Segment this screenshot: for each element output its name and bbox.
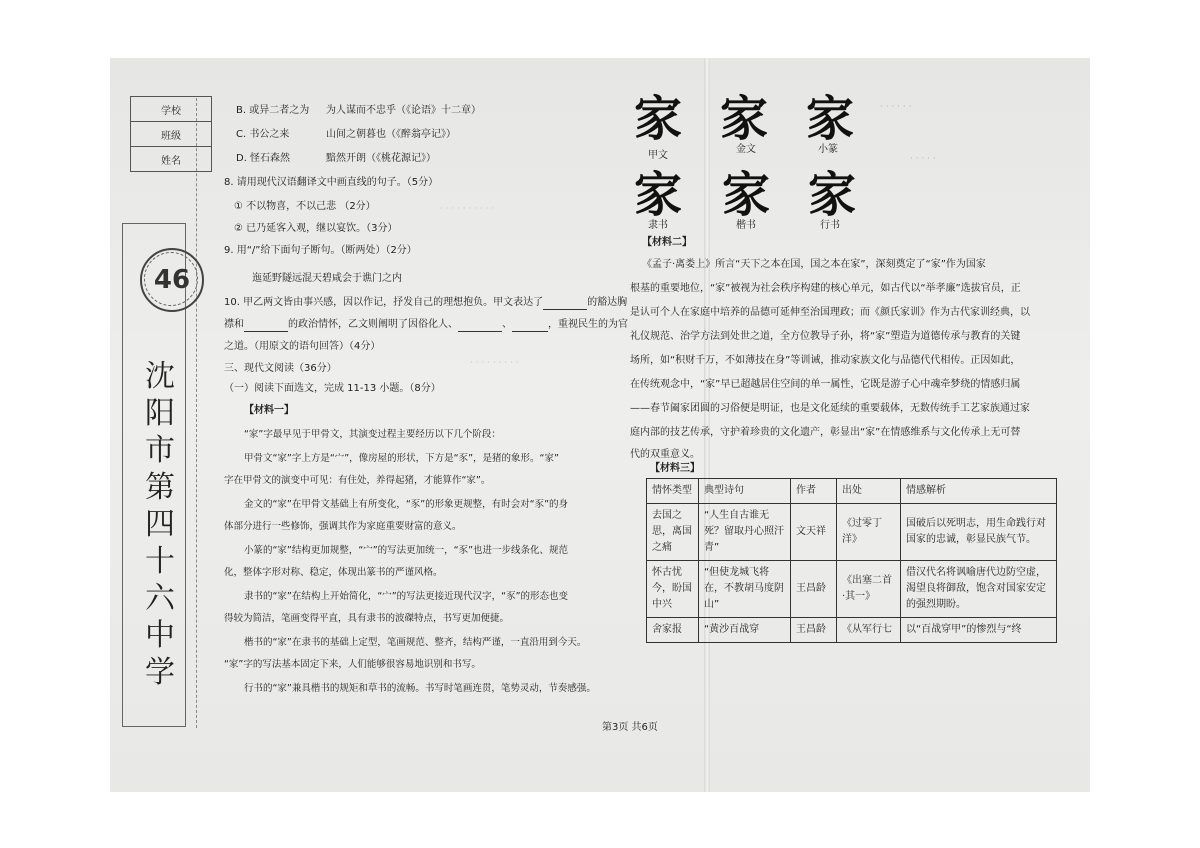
option-d-text: 黯然开朗（《桃花源记》） (326, 153, 436, 164)
table-cell: 怀古忧今，盼国中兴 (647, 561, 699, 618)
question-8-part-2: ② 已乃延客入观，继以宴饮。（3分） (234, 223, 398, 234)
m2-line: 在传统观念中，“家”早已超越居住空间的单一属性，它既是游子心中魂牵梦绕的情感归属 (630, 379, 1021, 390)
glyph-regular: 家 (722, 167, 771, 223)
option-b-text: 为人谋而不忠乎（《论语》十二章） (326, 105, 481, 116)
school-seal-logo: 46 (140, 248, 204, 312)
name-field: 姓名 (161, 155, 181, 167)
q10-text-e: 、 (502, 319, 512, 330)
q10-text-b: 的豁达胸 (587, 297, 628, 308)
section-3-heading: 三、现代文阅读（36分） (224, 363, 337, 374)
student-info-box (130, 96, 212, 172)
table-row (647, 618, 1057, 643)
label-clerical: 隶书 (648, 220, 668, 231)
bleed-through-text: · · · · · · (880, 102, 912, 112)
table-cell: 王昌龄 (791, 561, 837, 618)
table-cell: 王昌龄 (791, 618, 837, 643)
answer-blank-4[interactable] (512, 321, 548, 332)
m2-line: 庭内部的技艺传承，守护着珍贵的文化遗产，彰显出“家”在情感维系与文化传承上无可替 (630, 427, 1021, 438)
option-c-label: C. 书公之来 (236, 129, 290, 140)
question-9-sentence: 迤延野隧远混天碧咸会于谯门之内 (252, 273, 402, 284)
school-name-vertical: 沈阳市第四十六中学 (145, 359, 175, 690)
table-cell: 文天祥 (791, 504, 837, 561)
table-header-row (647, 479, 1057, 504)
material-2-title: 【材料二】 (642, 237, 692, 248)
glyph-clerical: 家 (634, 167, 683, 223)
m2-line: 代的双重意义。 (630, 449, 700, 460)
poetry-table (646, 478, 1057, 643)
material-3-title: 【材料三】 (650, 463, 700, 474)
option-d-label: D. 怪石森然 (236, 153, 291, 164)
m2-line: 礼仪规范、治学方法到处世之道，全方位教导子孙，将“家”塑造为道德传承与教育的关键 (630, 331, 1021, 342)
question-10-line-3: 之道。（用原文的语句回答）（4分） (224, 341, 381, 352)
glyph-oracle-bone: 家 (634, 91, 683, 147)
label-small-seal: 小篆 (818, 144, 838, 155)
m1-paragraph-7: 行书的“家”兼具楷书的规矩和草书的流畅。书写时笔画连贯，笔势灵动，节奏感强。 (244, 683, 596, 694)
answer-blank-2[interactable] (244, 321, 288, 332)
option-b-label: B. 或异二者之为 (236, 105, 310, 116)
header-cell: 典型诗句 (699, 479, 791, 504)
q10-text-f: ，重视民生的为官 (548, 319, 628, 330)
m1-paragraph-3a: 金文的“家”在甲骨文基础上有所变化，“豕”的形象更规整，有时会对“豕”的身 (244, 499, 569, 510)
school-field: 学校 (131, 97, 211, 122)
m1-paragraph-3b: 体部分进行一些修饰，强调其作为家庭重要财富的意义。 (224, 521, 462, 532)
q10-text-c: 襟和 (224, 319, 244, 330)
question-10-line-2 (224, 318, 628, 332)
label-regular: 楷书 (736, 220, 756, 231)
table-cell: 《从军行七 (837, 618, 901, 643)
m2-line: 是认可个人在家庭中培养的品德可延伸至治国理政；而《颜氏家训》作为古代家训经典，以 (630, 307, 1030, 318)
label-oracle-bone: 甲文 (648, 150, 668, 161)
material-1-title: 【材料一】 (244, 405, 294, 416)
m1-paragraph-2a: 甲骨文“家”字上方是“宀”，像房屋的形状，下方是“豕”，是猪的象形。“家” (244, 453, 559, 464)
header-cell: 情感解析 (901, 479, 1057, 504)
header-cell: 出处 (837, 479, 901, 504)
m1-paragraph-5a: 隶书的“家”在结构上开始简化，“宀”的写法更接近现代汉字，“豕”的形态也变 (244, 591, 569, 602)
binding-cut-line (196, 98, 197, 728)
option-c-text: 山间之朝暮也（《醉翁亭记》） (326, 129, 456, 140)
table-cell: 《出塞二首·其一》 (837, 561, 901, 618)
question-8: 8. 请用现代汉语翻译文中画直线的句子。（5分） (224, 177, 439, 188)
m1-paragraph-5b: 得较为简洁，笔画变得平直，具有隶书的波磔特点，书写更加便捷。 (224, 613, 510, 624)
m2-line: 《孟子·离娄上》所言“天下之本在国，国之本在家”，深刻奠定了“家”作为国家 (642, 259, 986, 270)
m2-line: 场所，如“积财千万，不如薄技在身”等训诫，推动家族文化与品德代代相传。正因如此， (630, 355, 1021, 366)
label-running: 行书 (820, 220, 840, 231)
m2-line: ——春节阖家团圆的习俗便是明证，也是文化延续的重要载体，无数传统手工艺家族通过家 (630, 403, 1030, 414)
q10-text-d: 的政治情怀，乙文则阐明了因俗化人、 (288, 319, 458, 330)
glyph-running: 家 (808, 167, 857, 223)
table-row (647, 504, 1057, 561)
bleed-through-text: · · · · · · · · · · (440, 204, 495, 214)
answer-blank-3[interactable] (458, 321, 502, 332)
reading-1-heading: （一）阅读下面选文，完成 11-13 小题。（8分） (224, 383, 441, 394)
header-cell: 情怀类型 (647, 479, 699, 504)
table-cell: “黄沙百战穿 (699, 618, 791, 643)
question-9: 9. 用“/”给下面句子断句。（断两处）（2分） (224, 245, 417, 256)
table-cell: “但使龙城飞将在，不教胡马度阴山” (699, 561, 791, 618)
table-cell: 以“百战穿甲”的惨烈与“终 (901, 618, 1057, 643)
q10-text-a: 10. 甲乙两文皆由事兴感，因以作记，抒发自己的理想抱负。甲文表达了 (224, 297, 544, 308)
m1-paragraph-4a: 小篆的“家”结构更加规整，“宀”的写法更加统一，“豕”也进一步线条化、规范 (244, 545, 569, 556)
table-row (647, 561, 1057, 618)
class-field: 班级 (131, 122, 211, 147)
table-cell: 借汉代名将讽喻唐代边防空虚，渴望良将御敌，饱含对国家安定的强烈期盼。 (901, 561, 1057, 618)
m1-paragraph-1: “家”字最早见于甲骨文，其演变过程主要经历以下几个阶段： (244, 429, 501, 440)
m1-paragraph-2b: 字在甲骨文的演变中可见：有住处，养得起猪，才能算作“家”。 (224, 475, 491, 486)
table-cell: 《过零丁洋》 (837, 504, 901, 561)
m1-paragraph-6a: 楷书的“家”在隶书的基础上定型，笔画规范、整齐，结构严谨，一直沿用到今天。 (244, 637, 587, 648)
bleed-through-text: · · · · · · · · · (470, 358, 519, 368)
page-footer: 第3页 共6页 (602, 722, 658, 733)
m1-paragraph-6b: “家”字的写法基本固定下来，人们能够很容易地识别和书写。 (224, 659, 481, 670)
header-cell: 作者 (791, 479, 837, 504)
answer-blank-1[interactable] (543, 299, 587, 310)
m2-line: 根基的重要地位，“家”被视为社会秩序构建的核心单元，如古代以“举孝廉”选拔官员，正 (630, 283, 1021, 294)
question-10-line-1 (224, 296, 627, 310)
table-cell: 国破后以死明志，用生命践行对国家的忠诚，彰显民族气节。 (901, 504, 1057, 561)
page-fold (704, 58, 710, 792)
table-cell: 舍家报 (647, 618, 699, 643)
table-cell: 去国之思，离国之痛 (647, 504, 699, 561)
glyph-small-seal: 家 (806, 91, 855, 147)
label-bronze: 金文 (736, 144, 756, 155)
glyph-bronze: 家 (720, 91, 769, 147)
table-cell: “人生自古谁无死？留取丹心照汗青” (699, 504, 791, 561)
question-8-part-1: ① 不以物喜，不以己悲 （2分） (234, 201, 376, 212)
m1-paragraph-4b: 化，整体字形对称、稳定，体现出篆书的严谨风格。 (224, 567, 443, 578)
scanned-exam-photo (110, 58, 1090, 792)
bleed-through-text: · · · · · (910, 154, 936, 164)
